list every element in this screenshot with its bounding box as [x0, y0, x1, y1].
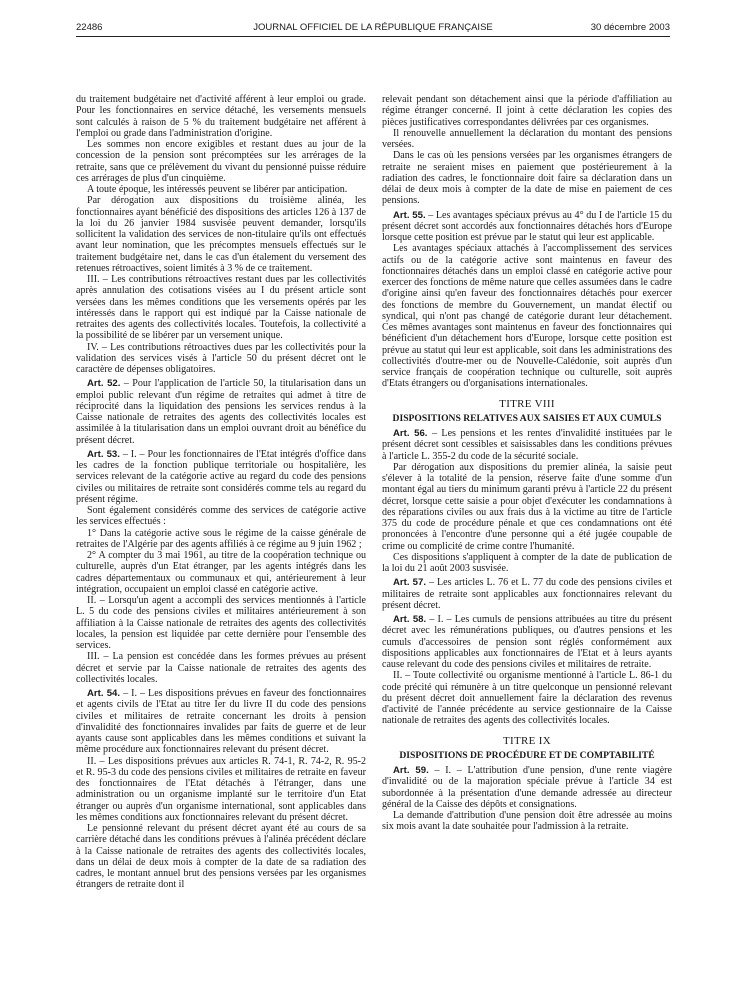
paragraph-text: – I. – Pour les fonctionnaires de l'Etat intégrés d'office dans les cadres de la fonction publique territoriale ou hospitalière, les services relevant de la catégorie active au regard du code des pensions civiles ou militaires de retraite sont considérés comme tels au regard du présent régime. [76, 448, 366, 505]
article-number: Art. 59. [393, 765, 429, 776]
paragraph-text: Sont également considérés comme des services de catégorie active les services effectués : [76, 505, 366, 528]
paragraph [76, 139, 366, 184]
paragraph-text: – Pour l'application de l'article 50, la titularisation dans un emploi public relevant d'un régime de retraites qui admet à titre de réciprocité dans la liquidation des pensions les services rendus à la Caisse nationale de retraites des agents des collectivités locales est assimilée à la titularisation dans un emploi ouvrant droit au bénéfice du présent décret. [76, 378, 366, 446]
paragraph-text: Par dérogation aux dispositions du troisième alinéa, les fonctionnaires ayant bénéficié des dispositions des articles 126 à 137 de la loi du 26 janvier 1984 susvisée peuvent demander, lorsqu'ils sollicitent la validation des services de non-titulaire qu'ils ont effectués avant leur nomination, que les précomptes mensuels effectués sur le traitement budgétaire net, dans le cas d'un étalement du versement des retenues rétroactives, soient limités à 3 % de ce traitement. [76, 195, 366, 274]
paragraph-text: III. – Les contributions rétroactives restant dues par les collectivités après annulation des cotisations visées au I du présent article sont versées dans les mêmes conditions que les versements opérés par les intéressés dans le rapport qui est indiqué par la Caisse nationale de retraites des agents des collectivités locales. Toutefois, la collectivité a la possibilité de se libérer par un versement unique. [76, 274, 366, 342]
article-number: Art. 58. [393, 614, 427, 625]
right-column [382, 94, 672, 833]
journal-title: JOURNAL OFFICIEL DE LA RÉPUBLIQUE FRANÇAISE [253, 22, 493, 33]
paragraph [382, 810, 672, 833]
page-number: 22486 [76, 22, 103, 33]
paragraph-text: La demande d'attribution d'une pension doit être adressée au moins six mois avant la date souhaitée pour l'admission à la retraite. [382, 810, 672, 833]
article-paragraph [382, 614, 672, 670]
paragraph-text: – I. – Les cumuls de pensions attribuées au titre du présent décret avec les rémunérations publiques, ou d'autres pensions et les cumuls d'accessoires de pension sont réglés conformément aux dispositions applicables aux fonctionnaires de l'Etat et à leurs ayants cause relevant du code des pensions civiles et militaires de retraite. [382, 614, 673, 670]
paragraph-text: Il renouvelle annuellement la déclaration du montant des pensions versées. [382, 127, 672, 150]
header-rule [76, 36, 670, 37]
article-number: Art. 54. [87, 688, 121, 699]
article-paragraph [382, 765, 672, 810]
paragraph-text: Les sommes non encore exigibles et restant dues au jour de la concession de la pension sont précomptées sur les arrérages de la retraite, sans que ce prélèvement du vivant du pensionné puisse réduire ces arrérages de plus d'un cinquième. [76, 139, 366, 184]
article-paragraph [382, 428, 672, 462]
paragraph-text: – Les pensions et les rentes d'invalidité instituées par le présent décret sont cessibles et saisissables dans les conditions prévues à l'article L. 355-2 du code de la sécurité sociale. [382, 428, 672, 462]
paragraph [382, 128, 672, 151]
article-paragraph [382, 577, 672, 611]
paragraph [382, 243, 672, 389]
paragraph-text: IV. – Les contributions rétroactives dues par les collectivités pour la validation des services visés à l'article 50 du présent décret ont le caractère de dépenses obligatoires. [76, 341, 366, 375]
paragraph [382, 462, 672, 552]
paragraph [76, 184, 366, 195]
paragraph [382, 150, 672, 206]
paragraph [76, 550, 366, 595]
paragraph-text: Les avantages spéciaux attachés à l'accomplissement des services actifs ou de la catégorie active sont maintenus en faveur des fonctionnaires détachés dans un emploi classé en catégorie active pour exercer des fonctions de même nature que celles assumées dans le cadre d'origine ainsi qu'en faveur des fonctionnaires détachés pour exercer des fonctions de membre du Gouvernement, un mandat électif ou syndical, qui n'ont pas changé de catégorie durant leur détachement. Ces mêmes avantages sont maintenus en faveur des fonctionnaires qui bénéficient d'un détachement hors d'Europe, lorsque cette position est prévue au statut qui leur est applicable, soit dans les administrations des collectivités d'outre-mer ou de Nouvelle-Calédonie, soit auprès d'un service français de coopération technique ou culturelle, soit auprès d'Etats étrangers ou d'organisations internationales. [382, 243, 672, 390]
paragraph-text: – I. – L'attribution d'une pension, d'une rente viagère d'invalidité ou de la majoration spéciale prévue à l'article 34 est subordonnée à la présentation d'une demande adressée au directeur général de la Caisse des dépôts et consignations. [382, 765, 672, 810]
paragraph-text: 2° A compter du 3 mai 1961, au titre de la coopération technique ou culturelle, auprès d'un Etat étranger, par les agents intégrés dans les cadres départementaux ou communaux et qui, antérieurement à leur intégration, occupaient un emploi classé en catégorie active. [76, 550, 366, 595]
paragraph-text: 1° Dans la catégorie active sous le régime de la caisse générale de retraites de l'Algérie par des agents affiliés à ce régime au 9 juin 1962 ; [76, 527, 366, 550]
left-column [76, 94, 366, 891]
article-number: Art. 52. [87, 378, 121, 390]
paragraph [76, 195, 366, 274]
article-number: Art. 57. [393, 577, 426, 589]
paragraph-text: Le pensionné relevant du présent décret ayant été au cours de sa carrière détaché dans les conditions prévues à l'alinéa précédent déclare à la Caisse nationale de retraites des agents des collectivités locales, dans un délai de deux mois à compter de la date de sa radiation des cadres, le montant annuel brut des pensions versées par les organismes étrangers de retraite dont il [76, 823, 366, 891]
paragraph-text: – I. – Les dispositions prévues en faveur des fonctionnaires et agents civils de l'Etat au titre Ier du livre II du code des pensions civiles et militaires de retraite concernant les droits à pension d'invalidité des fonctionnaires invalides par faits de guerre et de leur ayants cause sont applicables dans les mêmes conditions et suivant la même procédure aux fonctionnaires relevant du présent décret. [76, 688, 366, 756]
paragraph-text: Dans le cas où les pensions versées par les organismes étrangers de retraite ne seraient mises en paiement que postérieurement à la radiation des cadres, le fonctionnaire doit faire sa déclaration dans un délai de deux mois à compter de la date de mise en paiement de ces pensions. [382, 150, 672, 207]
section-title: TITRE IX [503, 734, 551, 747]
article-paragraph [76, 378, 366, 446]
section-subtitle: DISPOSITIONS DE PROCÉDURE ET DE COMPTABILITÉ [399, 749, 655, 761]
paragraph-text: II. – Les dispositions prévues aux articles R. 74-1, R. 74-2, R. 95-2 et R. 95-3 du code des pensions civiles et militaires de retraite en faveur des fonctionnaires de l'Etat détachés à l'étranger, dans une administration ou un organisme implanté sur le territoire d'un Etat étranger ou auprès d'un organisme international, sont applicables dans les mêmes conditions aux fonctionnaires relevant du présent décret. [76, 755, 366, 823]
paragraph [76, 342, 366, 376]
article-paragraph [76, 688, 366, 756]
paragraph-text: – Les articles L. 76 et L. 77 du code des pensions civiles et militaires de retraite sont applicables aux fonctionnaires relevant du présent décret. [382, 577, 672, 611]
paragraph-text: Ces dispositions s'appliquent à compter de la date de publication de la loi du 21 août 2003 susvisée. [382, 551, 672, 574]
page-header [76, 22, 670, 36]
paragraph [382, 552, 672, 575]
paragraph-text: II. – Toute collectivité ou organisme mentionné à l'article L. 86-1 du code précité qui rémunère à un titre quelconque un pensionné relevant du présent décret doit annuellement faire la déclaration des revenus d'activité de l'année précédente au service gestionnaire de la Caisse nationale de retraites des agents des collectivités locales. [382, 670, 672, 727]
paragraph [76, 823, 366, 891]
article-number: Art. 56. [393, 428, 428, 439]
paragraph-text: II. – Lorsqu'un agent a accompli des services mentionnés à l'article L. 5 du code des pensions civiles et militaires antérieurement à son affiliation à la Caisse nationale de retraites des agents des collectivités locales, la pension est liquidée par cette dernière pour l'ensemble des services. [76, 595, 366, 651]
paragraph [76, 528, 366, 551]
paragraph [76, 651, 366, 685]
paragraph-text: relevait pendant son détachement ainsi que la période d'affiliation au régime étranger concerné. Il joint à cette déclaration les copies des pièces justificatives correspondantes délivrées par ces organismes. [382, 94, 672, 128]
article-paragraph [76, 449, 366, 505]
article-number: Art. 55. [393, 209, 426, 221]
paragraph-text: III. – La pension est concédée dans les formes prévues au présent décret et servie par la Caisse nationale de retraites des agents des collectivités locales. [76, 651, 366, 685]
paragraph [76, 756, 366, 824]
paragraph [76, 595, 366, 651]
paragraph-text: Par dérogation aux dispositions du premier alinéa, la saisie peut s'élever à la totalité de la pension, réserve faite d'une somme d'un montant égal au tiers du minimum garanti prévu à l'article 22 du présent décret, lorsque cette saisie a pour objet d'exécuter les condamnations à des réparations civiles ou aux frais dus à la victime au titre de l'article 375 du code de procédure pénale et que ces condamnations ont été prononcées à l'encontre d'une personne qui a été jugée coupable de crime ou complicité de crime contre l'humanité. [382, 461, 672, 552]
section-title: TITRE VIII [499, 397, 555, 410]
paragraph [76, 94, 366, 139]
paragraph [382, 670, 672, 726]
paragraph-text: A toute époque, les intéressés peuvent se libérer par anticipation. [87, 184, 348, 195]
article-paragraph [382, 210, 672, 244]
paragraph [382, 94, 672, 128]
article-number: Art. 53. [87, 448, 120, 460]
paragraph-text: du traitement budgétaire net d'activité afférent à leur emploi ou grade. Pour les fonctionnaires en service détaché, les versements mensuels sont calculés à raison de 5 % du traitement budgétaire net afférent à l'emploi ou grade dans l'administration d'origine. [76, 94, 366, 139]
paragraph [76, 505, 366, 528]
section-subtitle: DISPOSITIONS RELATIVES AUX SAISIES ET AUX CUMULS [392, 412, 662, 424]
paragraph [76, 274, 366, 342]
paragraph-text: – Les avantages spéciaux prévus au 4° du I de l'article 15 du présent décret sont accordés aux fonctionnaires détachés hors d'Europe lorsque cette position est prévue par le statut qui leur est applicable. [382, 209, 672, 243]
issue-date: 30 décembre 2003 [590, 22, 670, 33]
